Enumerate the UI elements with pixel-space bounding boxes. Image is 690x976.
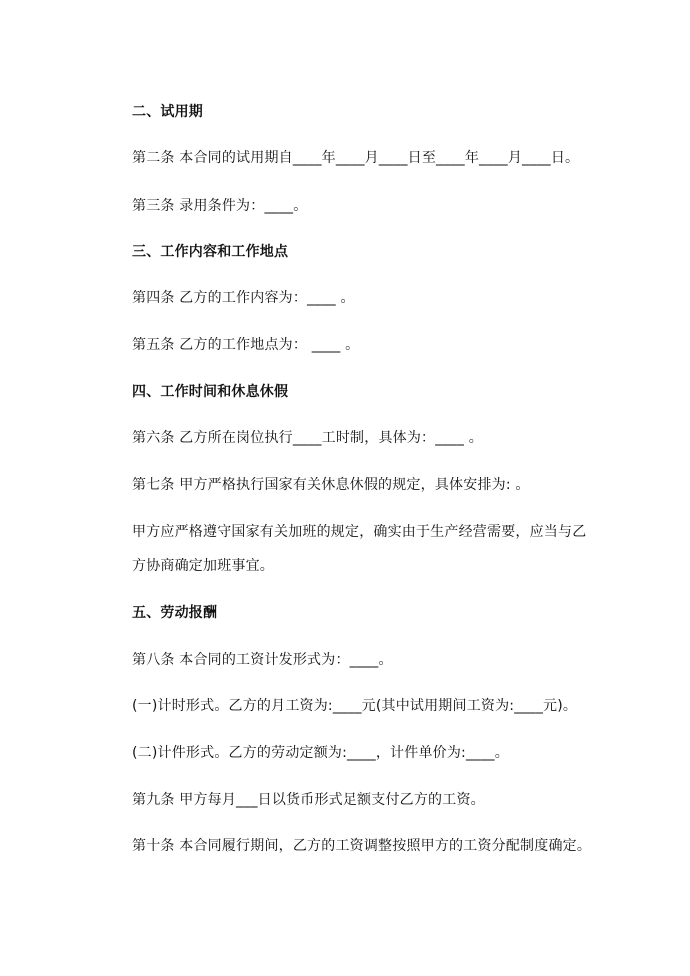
time-wage-item: (一)计时形式。乙方的月工资为:____元(其中试用期间工资为:____元)。	[132, 698, 578, 714]
section-heading-working-hours: 四、工作时间和休息休假	[132, 384, 289, 400]
clause-7: 第七条 甲方严格执行国家有关休息休假的规定，具体安排为: 。	[132, 477, 530, 493]
clause-9: 第九条 甲方每月___日以货币形式足额支付乙方的工资。	[132, 792, 485, 808]
overtime-paragraph-line-1: 甲方应严格遵守国家有关加班的规定，确实由于生产经营需要，应当与乙	[132, 524, 587, 540]
clause-4: 第四条 乙方的工作内容为：____ 。	[132, 290, 355, 306]
overtime-paragraph-line-2: 方协商确定加班事宜。	[132, 558, 274, 574]
clause-6: 第六条 乙方所在岗位执行____工时制，具体为：____ 。	[132, 430, 483, 446]
piece-wage-item: (二)计件形式。乙方的劳动定额为:____，计件单价为:____。	[132, 745, 509, 761]
clause-8: 第八条 本合同的工资计发形式为：____。	[132, 652, 393, 668]
clause-3: 第三条 录用条件为：____。	[132, 198, 308, 214]
clause-2: 第二条 本合同的试用期自____年____月____日至____年____月____日。	[132, 150, 580, 166]
section-heading-probation: 二、试用期	[132, 104, 203, 120]
clause-5: 第五条 乙方的工作地点为： ____ 。	[132, 337, 360, 353]
section-heading-remuneration: 五、劳动报酬	[132, 605, 218, 621]
clause-10: 第十条 本合同履行期间，乙方的工资调整按照甲方的工资分配制度确定。	[132, 838, 592, 854]
section-heading-work-content: 三、工作内容和工作地点	[132, 244, 289, 260]
